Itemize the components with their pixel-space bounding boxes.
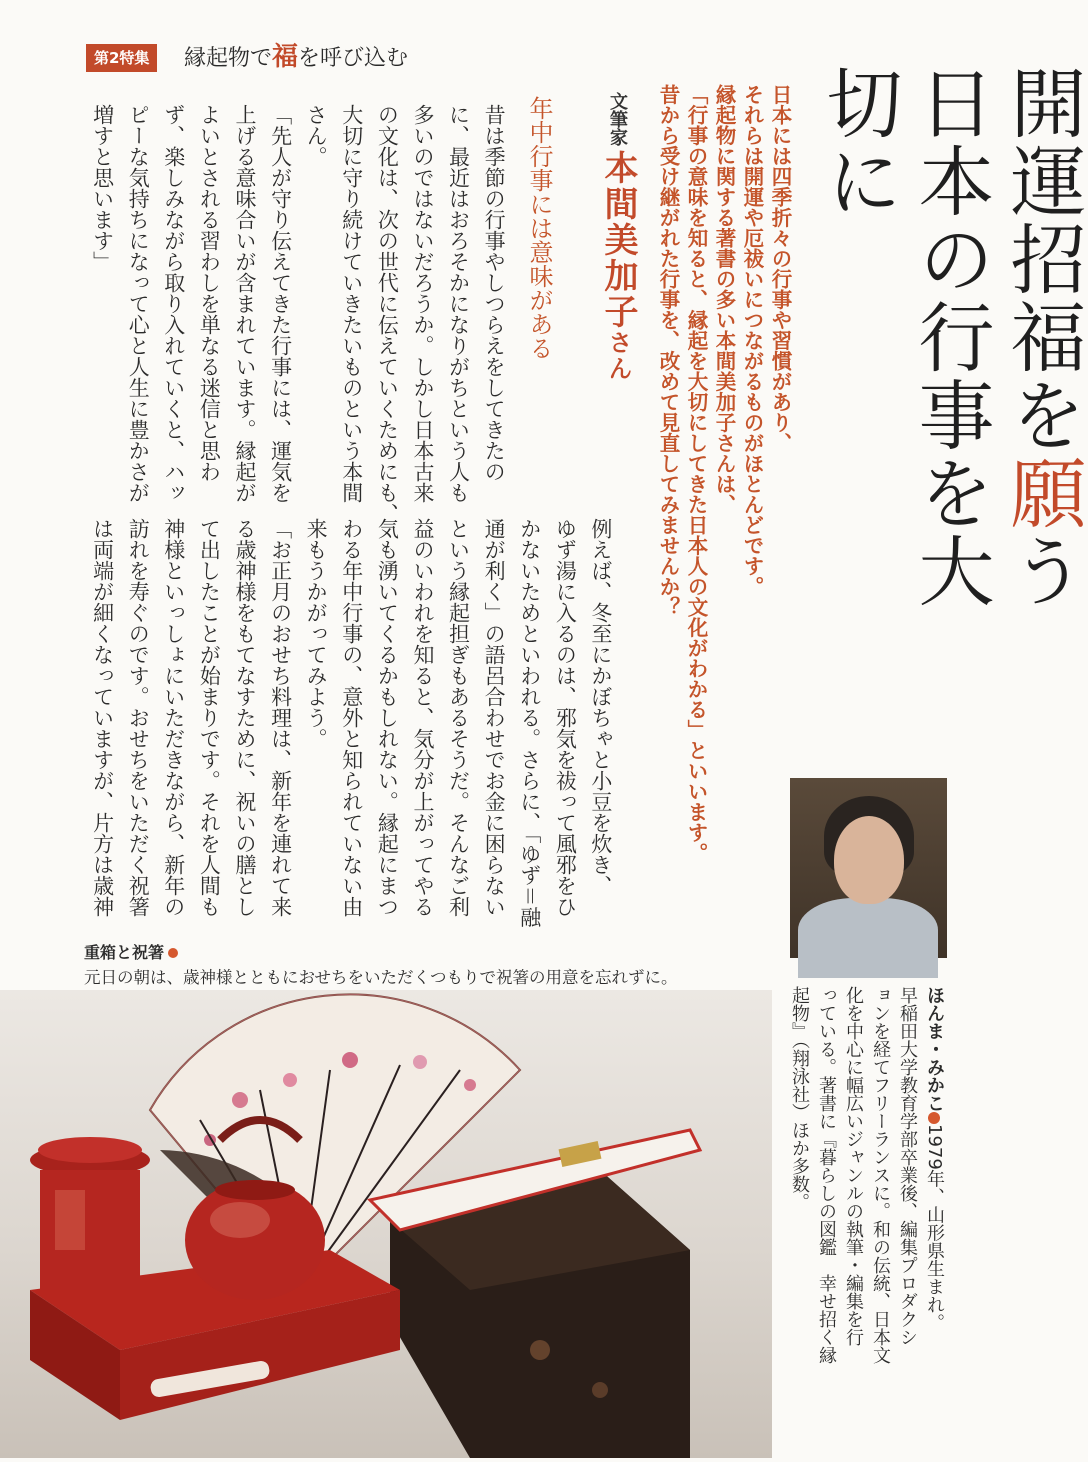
photo-illustration bbox=[0, 990, 772, 1458]
body-text-upper: 昔は季節の行事やしつらえをしてきたの に、最近はおろそかになりがちという人も 多いのではないだろうか。しかし日本古来 の文化は、次の世代に伝えていくためにも、 大切に守り続けていきたいものという本間 さん。 「先人が守り伝えてきた行事には、運気を 上げる意味合いが含まれています。縁起が よいとされる習わしを単なる迷信と思わ ず、楽しみながら取り入れていくと、ハッ ピーな気持ちになって心と人生に豊かさが 増すと思います」 bbox=[90, 104, 507, 524]
portrait-hood bbox=[798, 898, 938, 978]
section-badge: 第2特集 bbox=[86, 44, 157, 72]
author-portrait bbox=[790, 778, 947, 958]
lead-paragraph: 日本には四季折々の行事や習慣があり、 それらは開運や厄祓いにつながるものがほとんどです。 縁起物に関する著書の多い本間美加子さんは、 「行事の意味を知ると、縁起を大切にしてきた日本人の文化がわかる」といいます。 昔から受け継がれた行事を、改めて見直してみませんか？ bbox=[656, 84, 792, 863]
author-honorific: さん bbox=[604, 330, 632, 382]
byline-name bbox=[594, 150, 643, 382]
sakazuki-stand bbox=[30, 1137, 150, 1290]
body-text-lower: 例えば、冬至にかぼちゃと小豆を炊き、 ゆず湯に入るのは、邪気を祓って風邪をひ かないためといわれる。さらに、「ゆず＝融 通が利く」の語呂合わせでお金に困らない という縁起担ぎもあるそうだ。そんなご利 益のいわれを知ると、気分が上がってやる 気も湧いてくるかもしれない。縁起にまつ わる年中行事の、意外と知られていない由 来もうかがってみよう。 「お正月のおせち料理は、新年を連れて来 る歳神様をもてなすために、祝いの膳とし て出したことが始まりです。それを人間も 神様といっしょにいただきながら、新年の 訪れを寿ぐのです。おせちをいただく祝箸 は両端が細くなっていますが、片方は歳神 bbox=[90, 518, 613, 928]
bio-bullet-icon bbox=[928, 1112, 940, 1124]
title-line1-pre: 開運招福を bbox=[998, 64, 1087, 454]
bio-name: ほんま・みかこ bbox=[924, 986, 945, 1112]
bio-text: 1979年、山形県生まれ。 早稲田大学教育学部卒業後、編集プロダクシ ョンを経てフリーランスに。和の伝統、日本文 化を中心に幅広いジャンルの執筆・編集を行 っている。著書に『暮らしの図鑑 幸せ招く縁 起物』（翔泳社）ほか多数。 bbox=[789, 986, 945, 1364]
title-line1-post: う bbox=[998, 532, 1087, 610]
series-title-accent: 福 bbox=[272, 42, 299, 72]
title-line2: 日本の行事を大切に bbox=[814, 64, 995, 610]
section-subhead: 年中行事には意味がある bbox=[525, 96, 553, 360]
caption-bullet-icon bbox=[168, 948, 178, 958]
title-accent-char: 願 bbox=[998, 454, 1087, 532]
page-title bbox=[812, 64, 1088, 624]
author-name: 本間美加子 bbox=[598, 150, 638, 330]
caption-title-text: 重箱と祝箸 bbox=[84, 943, 165, 962]
caption-title bbox=[84, 940, 178, 963]
author-bio bbox=[786, 986, 948, 1456]
new-year-still-life-photo bbox=[0, 990, 772, 1458]
byline-role: 文筆家 bbox=[607, 92, 628, 146]
portrait-face bbox=[834, 816, 904, 904]
series-title-post: を呼び込む bbox=[298, 46, 409, 71]
series-title bbox=[184, 42, 408, 74]
caption-text: 元日の朝は、歳神様とともにおせちをいただくつもりで祝箸の用意を忘れずに。 bbox=[84, 968, 678, 987]
series-title-pre: 縁起物で bbox=[184, 46, 273, 71]
